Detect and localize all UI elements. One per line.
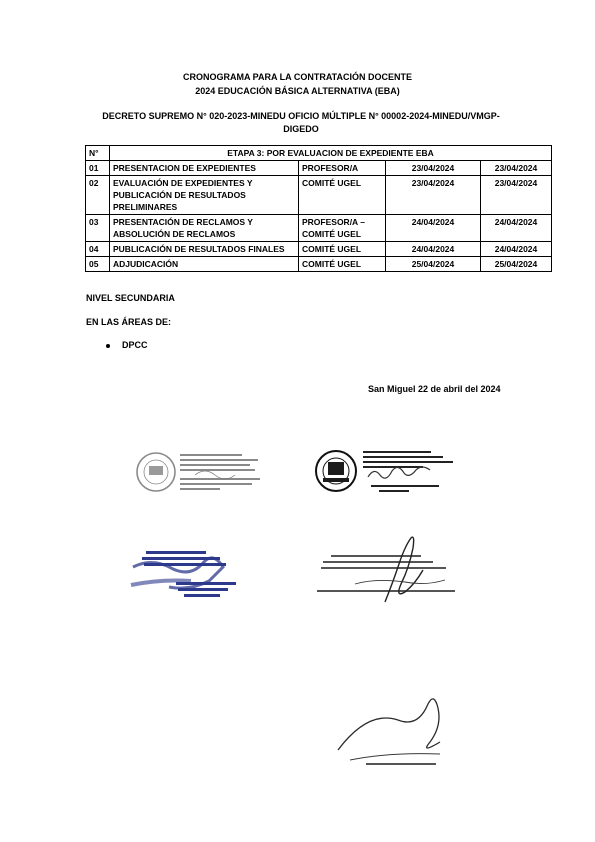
seal-stamp-icon [128, 545, 268, 610]
table-header-row [86, 146, 552, 161]
table-row [86, 215, 552, 242]
row-start-date: 24/04/2024 [386, 215, 481, 242]
decree-line1: DECRETO SUPREMO N° 020-2023-MINEDU OFICIO MÚLTIPLE N° 00002-2024-MINEDU/VMGP- [102, 111, 500, 121]
row-responsible: PROFESOR/A – COMITÉ UGEL [299, 215, 386, 242]
row-end-date: 24/04/2024 [481, 215, 552, 242]
row-end-date: 24/04/2024 [481, 242, 552, 257]
seal-stamp-icon [135, 450, 275, 495]
signature-icon [330, 690, 470, 770]
row-end-date: 23/04/2024 [481, 161, 552, 176]
seal-stamp-top-right [313, 447, 463, 497]
area-list-item [106, 340, 148, 350]
num-header: N° [86, 146, 110, 161]
row-number: 01 [86, 161, 110, 176]
decree-reference [86, 110, 516, 136]
seal-stamp-top-left [135, 450, 275, 495]
row-activity: ADJUDICACIÓN [110, 257, 299, 272]
document-title-line1: CRONOGRAMA PARA LA CONTRATACIÓN DOCENTE [183, 72, 412, 82]
seal-stamp-icon [315, 532, 465, 607]
row-activity: PRESENTACIÓN DE RECLAMOS Y ABSOLUCIÓN DE RECLAMOS [110, 215, 299, 242]
seal-stamp-icon [313, 447, 463, 497]
row-responsible: COMITÉ UGEL [299, 176, 386, 215]
row-end-date: 23/04/2024 [481, 176, 552, 215]
table-row [86, 242, 552, 257]
table-row [86, 161, 552, 176]
table-row [86, 257, 552, 272]
row-end-date: 25/04/2024 [481, 257, 552, 272]
stage-header: ETAPA 3: POR EVALUACION DE EXPEDIENTE EBA [110, 146, 552, 161]
row-start-date: 24/04/2024 [386, 242, 481, 257]
row-activity: EVALUACIÓN DE EXPEDIENTES Y PUBLICACIÓN DE RESULTADOS PRELIMINARES [110, 176, 299, 215]
bullet-icon [106, 344, 110, 348]
row-activity: PUBLICACIÓN DE RESULTADOS FINALES [110, 242, 299, 257]
place-and-date: San Miguel 22 de abril del 2024 [368, 384, 501, 394]
row-responsible: COMITÉ UGEL [299, 242, 386, 257]
decree-line2: DIGEDO [283, 124, 319, 134]
areas-label: EN LAS ÁREAS DE: [86, 317, 172, 327]
seal-stamp-bottom-left [128, 545, 268, 610]
row-number: 02 [86, 176, 110, 215]
document-title-line2: 2024 EDUCACIÓN BÁSICA ALTERNATIVA (EBA) [195, 86, 400, 96]
row-number: 05 [86, 257, 110, 272]
row-start-date: 23/04/2024 [386, 161, 481, 176]
row-start-date: 25/04/2024 [386, 257, 481, 272]
row-start-date: 23/04/2024 [386, 176, 481, 215]
row-number: 03 [86, 215, 110, 242]
schedule-table [85, 145, 552, 272]
signature-bottom-right [330, 690, 470, 770]
row-activity: PRESENTACION DE EXPEDIENTES [110, 161, 299, 176]
level-label: NIVEL SECUNDARIA [86, 293, 175, 303]
row-number: 04 [86, 242, 110, 257]
table-row [86, 176, 552, 215]
row-responsible: COMITÉ UGEL [299, 257, 386, 272]
seal-stamp-bottom-right [315, 532, 465, 607]
area-name: DPCC [122, 340, 148, 350]
row-responsible: PROFESOR/A [299, 161, 386, 176]
